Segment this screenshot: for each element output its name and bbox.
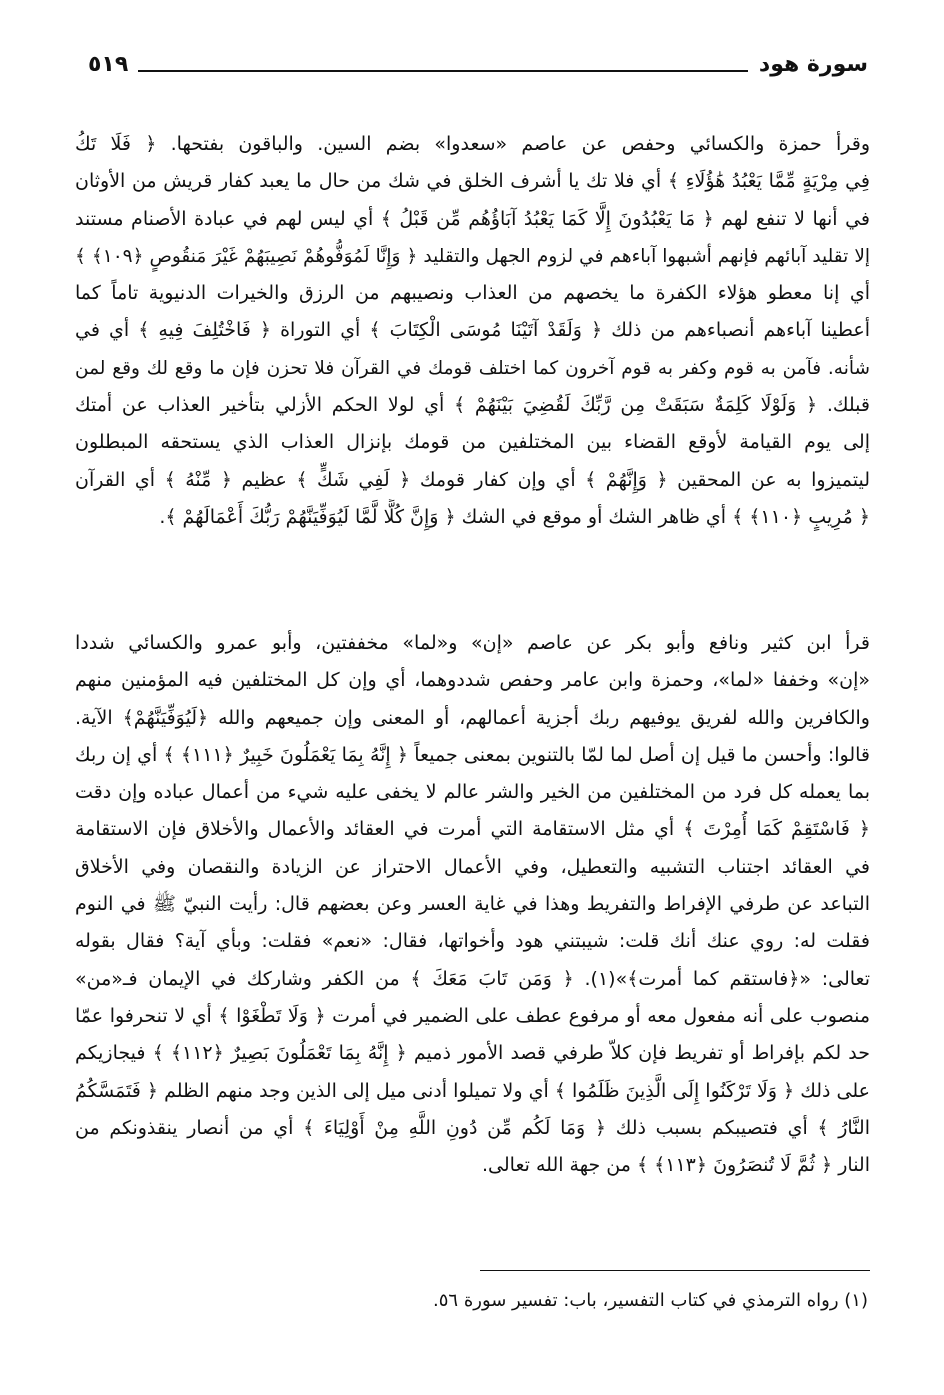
text-line: ليتميزوا به عن المحقين ﴿ وَإِنَّهُمْ ﴾ أي وإن كفار قومك ﴿ لَفِي شَكٍّ ﴾ عظيم ﴿ مِّنْهُ ﴾ أي القرآن xyxy=(75,468,870,491)
text-line: تعالى: «﴿فاستقم كما أمرت﴾»(١). ﴿ وَمَن تَابَ مَعَكَ ﴾ من الكفر وشاركك في الإيمان فـ«من» xyxy=(75,967,870,990)
text-line: منصوب على أنه مفعول معه أو مرفوع عطف على الضمير في أمرت ﴿ وَلَا تَطْغَوْا ﴾ أي لا تنحرفوا عمّا xyxy=(75,1004,870,1027)
text-line: النَّارُ ﴾ أي فتصيبكم بسبب ذلك ﴿ وَمَا لَكُم مِّن دُونِ اللَّهِ مِنْ أَوْلِيَاءَ ﴾ أي من أنصار ينقذونكم من xyxy=(75,1116,870,1139)
text-line: فقلت له: روي عنك أنك قلت: شيبتني هود وأخواتها، فقال: «نعم» فقلت: وبأي آية؟ فقال بقوله xyxy=(75,930,870,953)
paragraph-2 xyxy=(75,625,870,1184)
text-line: ﴿ مُرِيبٍ ﴿١١٠﴾ ﴾ أي ظاهر الشك أو موقع في الشك ﴿ وَإِنَّ كُلًّا لَّمَّا لَيُوَفِّيَنَّهُمْ رَبُّكَ أَعْمَالَهُمْ ﴾. xyxy=(159,505,870,528)
text-line: حد لكم بإفراط أو تفريط فإن كلاّ طرفي قصد الأمور ذميم ﴿ إِنَّهُ بِمَا تَعْمَلُونَ بَصِيرٌ ﴿١١٢﴾ ﴾ فيجازيكم xyxy=(75,1042,870,1065)
footnote-divider xyxy=(480,1270,870,1271)
header-rule xyxy=(138,70,748,72)
page-header xyxy=(88,52,868,92)
text-line: قبلك. ﴿ وَلَوْلَا كَلِمَةٌ سَبَقَتْ مِن رَّبِّكَ لَقُضِيَ بَيْنَهُمْ ﴾ أي لولا الحكم الأزلي بتأخير العذاب عن أمتك xyxy=(75,394,870,417)
text-line: إلا تقليد آبائهم فإنهم أشبهوا آباءهم في لزوم الجهل والتقليد ﴿ وَإِنَّا لَمُوَفُّوهُمْ نَصِيبَهُمْ غَيْرَ مَنقُوصٍ ﴿١٠٩﴾ ﴾ xyxy=(75,245,870,267)
text-line: على ذلك ﴿ وَلَا تَرْكَنُوا إِلَى الَّذِينَ ظَلَمُوا ﴾ أي ولا تميلوا أدنى ميل إلى الذين وجد منهم الظلم ﴿ فَتَمَسَّكُمُ xyxy=(75,1079,870,1102)
text-line: والكافرين والله لفريق يوفيهم ربك أجزية أعمالهم، أو المعنى وإن جميعهم والله ﴿لَيُوَفِّيَنَّهُمْ﴾ الآية. xyxy=(75,706,870,729)
surah-title: سورة هود xyxy=(758,52,868,77)
text-line: ﴿ فَاسْتَقِمْ كَمَا أُمِرْتَ ﴾ أي مثل الاستقامة التي أمرت في العقائد والأعمال والأخلاق فإن الاستقامة xyxy=(75,818,870,841)
text-line: أعطينا آباءهم أنصباءهم من ذلك ﴿ وَلَقَدْ آتَيْنَا مُوسَى الْكِتَابَ ﴾ أي التوراة ﴿ فَاخْتُلِفَ فِيهِ ﴾ أي في xyxy=(75,319,870,342)
text-line: وقرأ حمزة والكسائي وحفص عن عاصم «سعدوا» بضم السين. والباقون بفتحها. ﴿ فَلَا تَكُ xyxy=(75,133,870,155)
text-line: فِي مِرْيَةٍ مِّمَّا يَعْبُدُ هَٰؤُلَاءِ ﴾ أي فلا تك يا أشرف الخلق في شك من حال ما يعبد كفار قريش من الأوثان xyxy=(75,170,870,193)
text-line: إلى يوم القيامة لأوقع القضاء بين المختلفين من قومك بإنزال العذاب الذي يستحقه المبطلون xyxy=(75,431,870,454)
text-line: أي إنا معطو هؤلاء الكفرة ما يخصهم من العذاب ونصيبهم من الرزق والخيرات الدنيوية تاماً كما xyxy=(75,282,870,305)
text-line: النار ﴿ ثُمَّ لَا تُنصَرُونَ ﴿١١٣﴾ ﴾ من جهة الله تعالى. xyxy=(482,1154,870,1177)
text-line: بما يعمله كل فرد من المختلفين من الخير والشر عالم لا يخفى عليه شيء من أعمال عباده وإن دقت xyxy=(75,781,870,804)
text-line: التباعد عن طرفي الإفراط والتفريط وهذا في غاية العسر وعن بعضهم قال: رأيت النبيّ ﷺ في النوم xyxy=(75,893,870,916)
page-number: ٥١٩ xyxy=(88,52,129,77)
text-line: في أنها لا تنفع لهم ﴿ مَا يَعْبُدُونَ إِلَّا كَمَا يَعْبُدُ آبَاؤُهُم مِّن قَبْلُ ﴾ أي ليس لهم في عبادة الأصنام مستند xyxy=(75,207,870,230)
text-line: قالوا: وأحسن ما قيل إن أصل لما لمّا بالتنوين بمعنى جميعاً ﴿ إِنَّهُ بِمَا يَعْمَلُونَ خَبِيرٌ ﴿١١١﴾ ﴾ أي إن ربك xyxy=(75,743,870,766)
text-line: شأنه. فآمن به قوم وكفر به قوم آخرون كما اختلف قومك في القرآن فلا تحزن فإن ما وقع لك وقع لمن xyxy=(75,357,870,379)
text-line: قرأ ابن كثير ونافع وأبو بكر عن عاصم «إن» و«لما» مخففتين، وأبو عمرو والكسائي شددا xyxy=(75,632,870,654)
text-line: في العقائد اجتناب التشبيه والتعطيل، وفي الأعمال الاحتراز عن الزيادة والنقصان وفي الأخلاق xyxy=(75,855,870,878)
text-line: «إن» وخففا «لما»، وحمزة وابن عامر وحفص شددوهما، أي وإن كل المختلفين فيه المؤمنين منهم xyxy=(75,669,870,692)
footnote: (١) رواه الترمذي في كتاب التفسير، باب: تفسير سورة ٥٦. xyxy=(433,1290,868,1311)
paragraph-1 xyxy=(75,126,870,536)
